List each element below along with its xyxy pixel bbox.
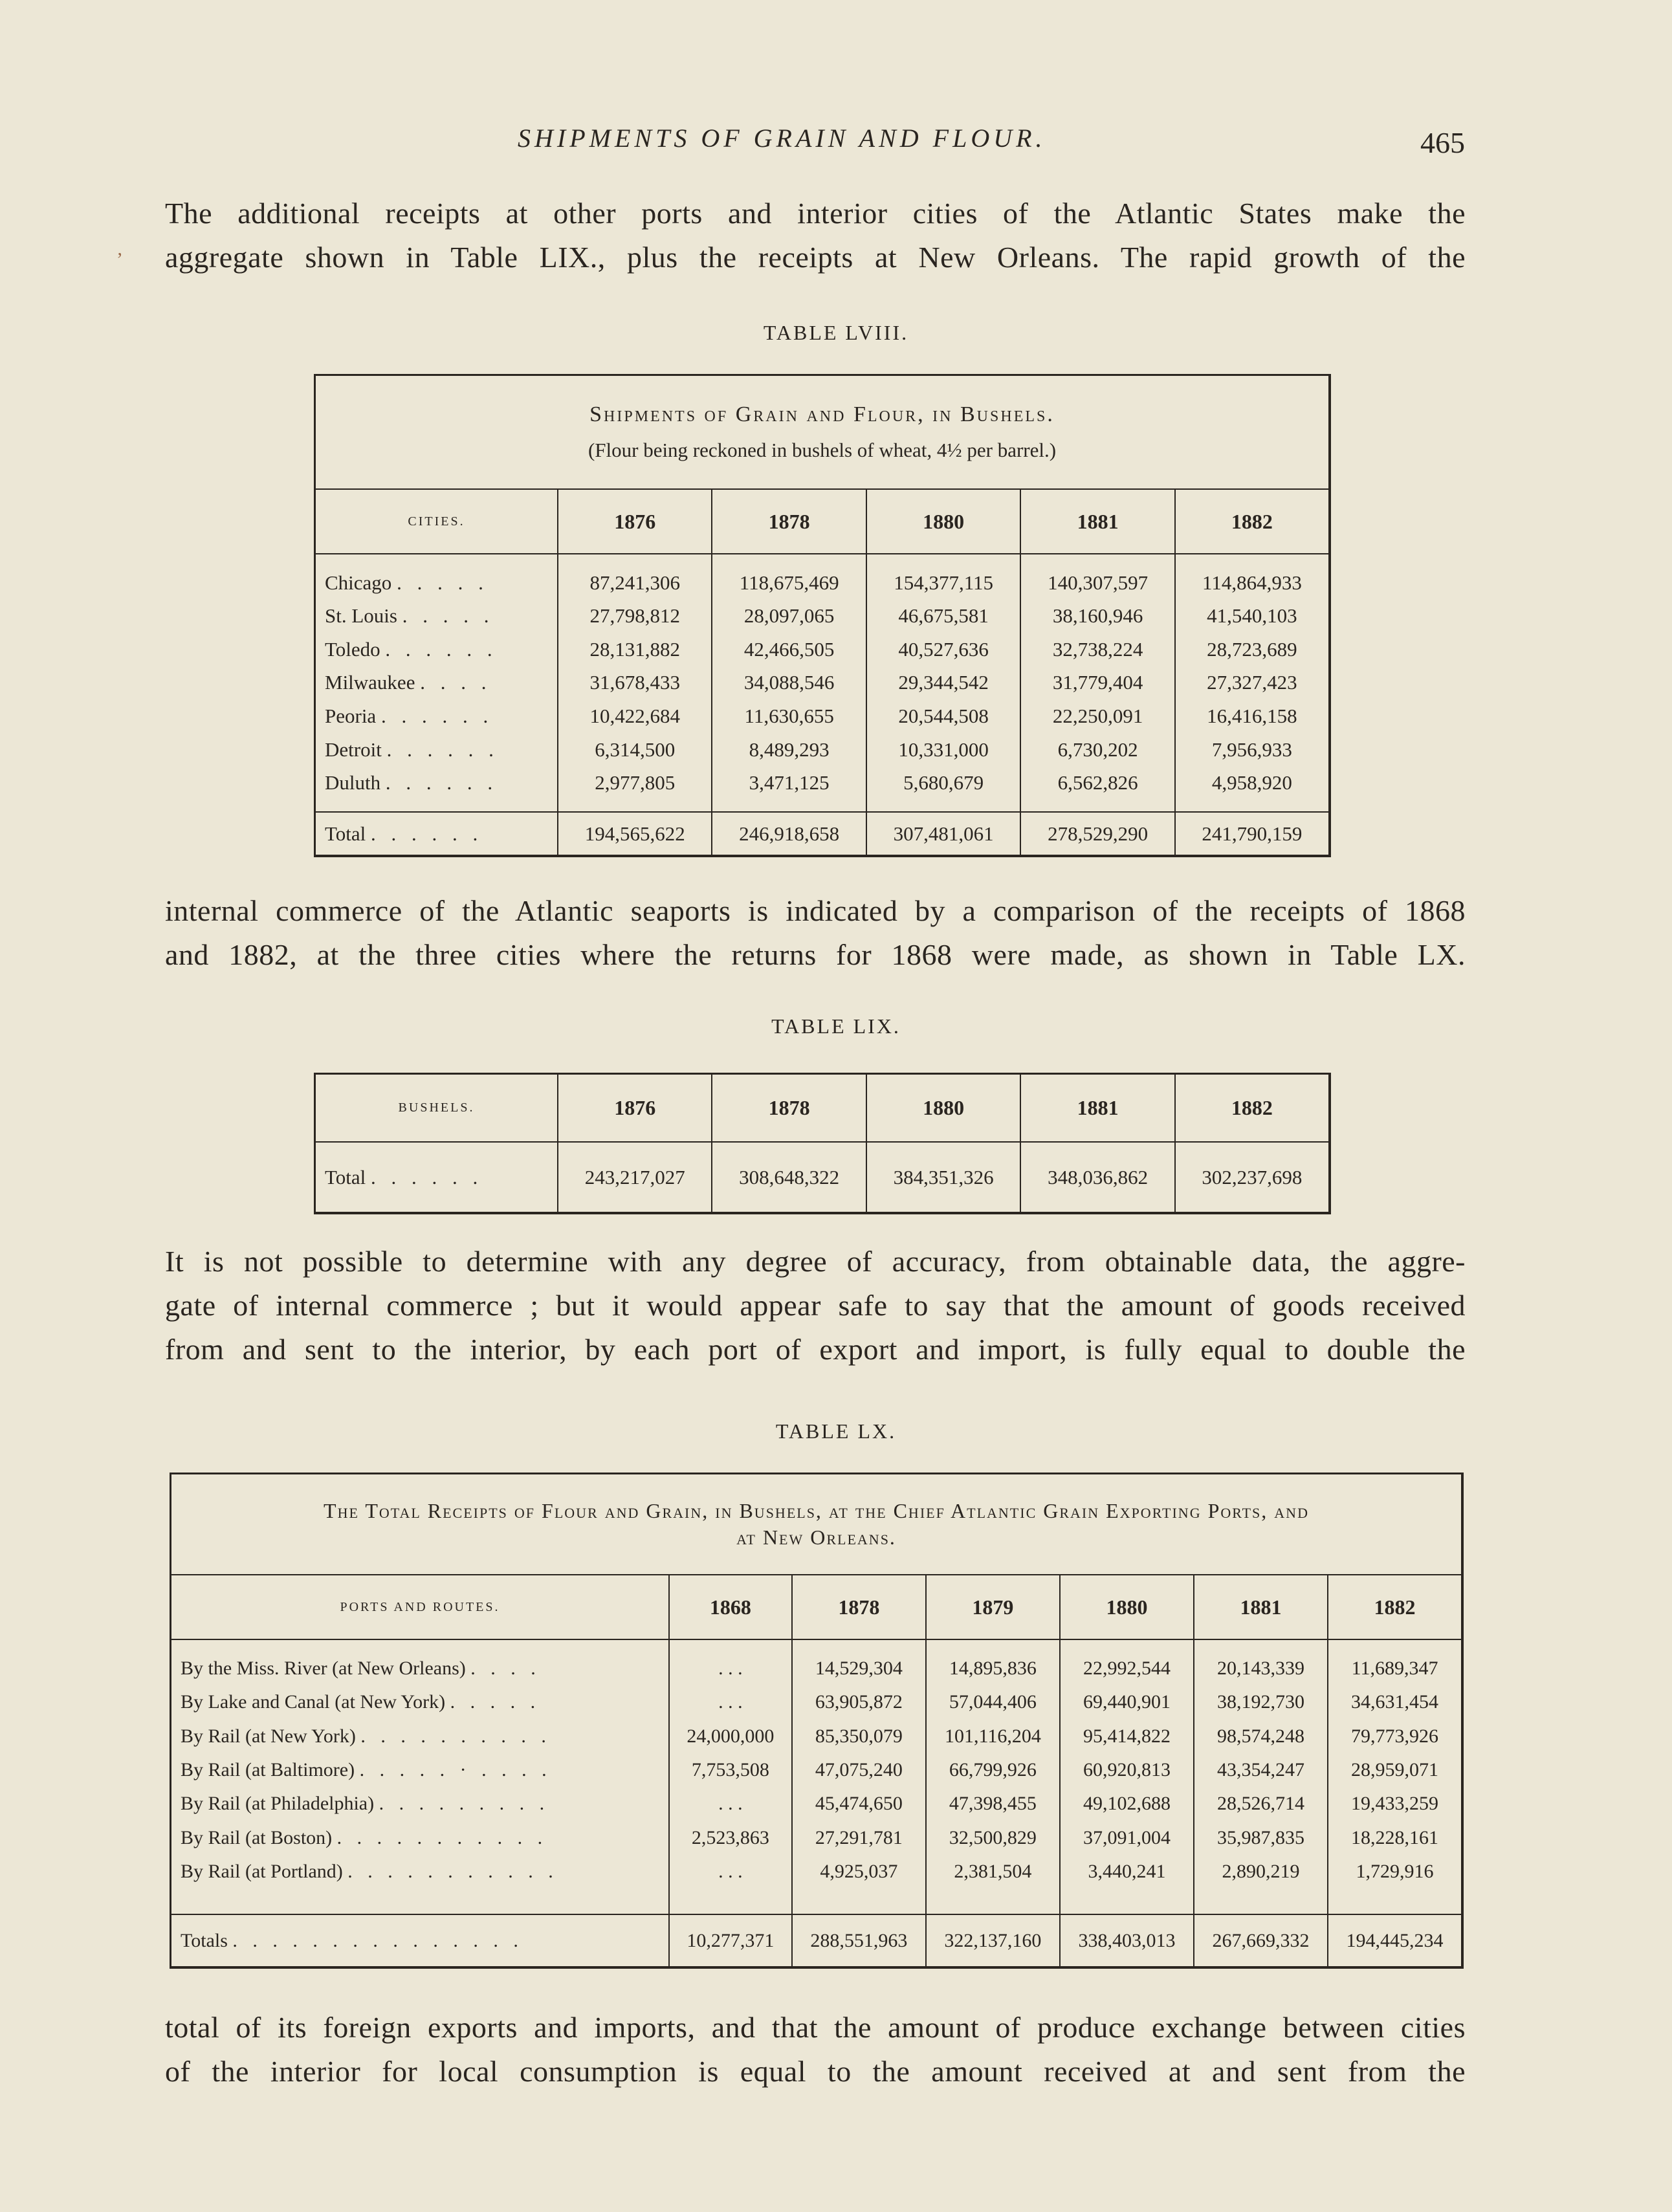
total-row xyxy=(316,812,1328,855)
table-row xyxy=(171,1821,1461,1854)
table-cell: 69,440,901 xyxy=(1060,1685,1194,1719)
table-cell: 22,250,091 xyxy=(1020,699,1174,733)
table-cell: 6,314,500 xyxy=(558,733,712,767)
table-cell: 85,350,079 xyxy=(792,1720,926,1753)
leader-dots: . . . . . · . . . . xyxy=(359,1758,552,1780)
table-row xyxy=(171,1787,1461,1821)
leader-dots: . . . . . . xyxy=(385,637,498,661)
row-label: By Rail (at Philadelphia) xyxy=(181,1793,375,1815)
table-cell: 63,905,872 xyxy=(792,1685,926,1719)
table-row xyxy=(171,1720,1461,1753)
table-cell: 5,680,679 xyxy=(866,766,1020,800)
table-cell: 14,895,836 xyxy=(926,1652,1060,1685)
table-cell: 2,381,504 xyxy=(926,1855,1060,1889)
table-59-label: TABLE LIX. xyxy=(771,1014,901,1038)
table-cell: 28,526,714 xyxy=(1194,1787,1328,1821)
table-cell: . . . xyxy=(669,1685,792,1719)
table-cell: 154,377,115 xyxy=(866,566,1020,600)
table-cell: 114,864,933 xyxy=(1175,566,1328,600)
column-header: 1882 xyxy=(1175,1075,1328,1142)
table-cell: 338,403,013 xyxy=(1060,1914,1194,1966)
table-cell: 98,574,248 xyxy=(1194,1720,1328,1753)
table-cell: 27,798,812 xyxy=(558,600,712,633)
paragraph-line: from and sent to the interior, by each port of export and import, is fully equal to double the xyxy=(165,1333,1466,1366)
paragraph-line: gate of internal commerce ; but it would appear safe to say that the amount of goods received xyxy=(165,1289,1466,1322)
leader-dots: . . . . . xyxy=(402,604,494,628)
table-cell: 28,131,882 xyxy=(558,633,712,666)
table-60-caption: The Total Receipts of Flour and Grain, in Bushels, at the Chief Atlantic Grain Exporting Ports, and xyxy=(324,1499,1309,1522)
table-row xyxy=(316,633,1328,666)
table-cell: 1,729,916 xyxy=(1328,1855,1461,1889)
table-cell: 7,753,508 xyxy=(669,1753,792,1787)
table-row xyxy=(316,666,1328,700)
table-cell: 24,000,000 xyxy=(669,1720,792,1753)
leader-dots: . . . . . . xyxy=(371,822,483,845)
table-cell: 308,648,322 xyxy=(712,1142,866,1212)
table-row xyxy=(316,766,1328,800)
table-cell: 243,217,027 xyxy=(558,1142,712,1212)
column-header: 1881 xyxy=(1020,1075,1174,1142)
table-cell: 46,675,581 xyxy=(866,600,1020,633)
table-cell: 57,044,406 xyxy=(926,1685,1060,1719)
table-cell: 31,779,404 xyxy=(1020,666,1174,700)
column-header: 1878 xyxy=(712,489,866,554)
table-cell: 4,958,920 xyxy=(1175,766,1328,800)
table-cell: 35,987,835 xyxy=(1194,1821,1328,1854)
row-label: Totals xyxy=(181,1929,228,1951)
row-label: By Rail (at Baltimore) xyxy=(181,1758,355,1780)
table-cell: 18,228,161 xyxy=(1328,1821,1461,1854)
row-label: Total xyxy=(325,1165,366,1188)
table-cell: 27,291,781 xyxy=(792,1821,926,1854)
table-58-caption-cell xyxy=(316,376,1328,489)
table-60-caption-cell xyxy=(171,1474,1461,1575)
column-header: 1879 xyxy=(926,1575,1060,1639)
column-header: 1881 xyxy=(1194,1575,1328,1639)
row-label: Peoria xyxy=(325,705,377,728)
table-cell: 79,773,926 xyxy=(1328,1720,1461,1753)
table-cell: 322,137,160 xyxy=(926,1914,1060,1966)
table-cell: 194,445,234 xyxy=(1328,1914,1461,1966)
table-cell: 37,091,004 xyxy=(1060,1821,1194,1854)
leader-dots: . . . . xyxy=(470,1658,541,1680)
table-cell: 10,277,371 xyxy=(669,1914,792,1966)
leader-dots: . . . . . . . . . . . xyxy=(347,1860,558,1882)
column-header: 1880 xyxy=(866,489,1020,554)
column-header: 1882 xyxy=(1175,489,1328,554)
table-59 xyxy=(314,1073,1331,1214)
table-cell: 267,669,332 xyxy=(1194,1914,1328,1966)
table-cell: 49,102,688 xyxy=(1060,1787,1194,1821)
leader-dots: . . . . . . . . . . . . . . . xyxy=(232,1929,523,1951)
paragraph-3 xyxy=(165,1240,1466,1372)
leader-dots: . . . . . xyxy=(450,1691,541,1713)
table-cell: 34,088,546 xyxy=(712,666,866,700)
column-header: CITIES. xyxy=(316,489,558,554)
table-cell: 60,920,813 xyxy=(1060,1753,1194,1787)
total-row xyxy=(171,1914,1461,1966)
table-cell: 6,562,826 xyxy=(1020,766,1174,800)
paragraph-line: of the interior for local consumption is equal to the amount received at and sent from the xyxy=(165,2055,1466,2088)
table-cell: 2,890,219 xyxy=(1194,1855,1328,1889)
paragraph-line: The additional receipts at other ports and interior cities of the Atlantic States make the xyxy=(165,197,1466,230)
row-label: St. Louis xyxy=(325,604,397,628)
table-cell: 28,723,689 xyxy=(1175,633,1328,666)
table-cell: 3,440,241 xyxy=(1060,1855,1194,1889)
paragraph-line: and 1882, at the three cities where the returns for 1868 were made, as shown in Table LX. xyxy=(165,938,1466,971)
column-header: 1878 xyxy=(792,1575,926,1639)
table-cell: . . . xyxy=(669,1855,792,1889)
table-cell: 28,959,071 xyxy=(1328,1753,1461,1787)
paragraph-line: internal commerce of the Atlantic seaports is indicated by a comparison of the receipts of 1868 xyxy=(165,894,1466,927)
table-row xyxy=(316,566,1328,600)
table-cell: 10,331,000 xyxy=(866,733,1020,767)
table-cell: 31,678,433 xyxy=(558,666,712,700)
leader-dots: . . . . . xyxy=(397,571,489,594)
table-cell: 38,160,946 xyxy=(1020,600,1174,633)
column-header: BUSHELS. xyxy=(316,1075,558,1142)
table-58-label: TABLE LVIII. xyxy=(763,321,909,344)
table-cell: 278,529,290 xyxy=(1020,812,1174,855)
row-label: By Rail (at Boston) xyxy=(181,1826,333,1848)
table-row xyxy=(171,1753,1461,1787)
leader-dots: . . . . xyxy=(420,671,492,694)
table-row xyxy=(171,1855,1461,1889)
column-header: 1880 xyxy=(1060,1575,1194,1639)
leader-dots: . . . . . . xyxy=(385,771,498,794)
leader-dots: . . . . . . . . . . xyxy=(360,1725,551,1747)
paragraph-4 xyxy=(165,2006,1466,2094)
table-cell: 241,790,159 xyxy=(1175,812,1328,855)
column-header: 1881 xyxy=(1020,489,1174,554)
table-60-label: TABLE LX. xyxy=(775,1419,897,1443)
table-58 xyxy=(314,374,1331,857)
table-60-caption-line2: at New Orleans. xyxy=(736,1526,896,1549)
table-cell: 87,241,306 xyxy=(558,566,712,600)
table-cell: 32,738,224 xyxy=(1020,633,1174,666)
row-label: Chicago xyxy=(325,571,392,594)
leader-dots: . . . . . . xyxy=(386,738,499,761)
table-cell: 6,730,202 xyxy=(1020,733,1174,767)
paragraph-1 xyxy=(165,192,1466,279)
table-cell: 43,354,247 xyxy=(1194,1753,1328,1787)
table-cell: 140,307,597 xyxy=(1020,566,1174,600)
leader-dots: . . . . . . xyxy=(371,1165,483,1188)
table-cell: 47,398,455 xyxy=(926,1787,1060,1821)
total-row xyxy=(316,1142,1328,1212)
table-cell: 20,143,339 xyxy=(1194,1652,1328,1685)
table-cell: . . . xyxy=(669,1787,792,1821)
table-58-subcaption: (Flour being reckoned in bushels of wheat, 4½ per barrel.) xyxy=(588,439,1057,461)
column-header: 1878 xyxy=(712,1075,866,1142)
table-cell: 194,565,622 xyxy=(558,812,712,855)
column-header: PORTS AND ROUTES. xyxy=(171,1575,669,1639)
table-cell: 29,344,542 xyxy=(866,666,1020,700)
table-cell: 95,414,822 xyxy=(1060,1720,1194,1753)
table-cell: 11,689,347 xyxy=(1328,1652,1461,1685)
table-cell: 20,544,508 xyxy=(866,699,1020,733)
table-row xyxy=(316,600,1328,633)
table-cell: 41,540,103 xyxy=(1175,600,1328,633)
table-cell: 27,327,423 xyxy=(1175,666,1328,700)
table-cell: . . . xyxy=(669,1652,792,1685)
row-label: Total xyxy=(325,822,366,845)
table-cell: 28,097,065 xyxy=(712,600,866,633)
table-cell: 66,799,926 xyxy=(926,1753,1060,1787)
table-row xyxy=(316,733,1328,767)
table-cell: 14,529,304 xyxy=(792,1652,926,1685)
column-header: 1868 xyxy=(669,1575,792,1639)
table-row xyxy=(316,699,1328,733)
table-cell: 42,466,505 xyxy=(712,633,866,666)
table-cell: 246,918,658 xyxy=(712,812,866,855)
paragraph-line: aggregate shown in Table LIX., plus the receipts at New Orleans. The rapid growth of the xyxy=(165,241,1466,274)
leader-dots: . . . . . . . . . xyxy=(379,1793,550,1815)
leader-dots: . . . . . . xyxy=(380,705,494,728)
row-label: By Lake and Canal (at New York) xyxy=(181,1691,446,1713)
table-cell: 302,237,698 xyxy=(1175,1142,1328,1212)
table-cell: 47,075,240 xyxy=(792,1753,926,1787)
column-header: 1882 xyxy=(1328,1575,1461,1639)
table-cell: 118,675,469 xyxy=(712,566,866,600)
table-cell: 22,992,544 xyxy=(1060,1652,1194,1685)
paragraph-line: total of its foreign exports and imports, and that the amount of produce exchange between cities xyxy=(165,2011,1466,2044)
table-cell: 32,500,829 xyxy=(926,1821,1060,1854)
row-label: By Rail (at Portland) xyxy=(181,1860,343,1882)
running-header xyxy=(0,123,1672,162)
margin-mark: ‚ xyxy=(116,238,123,259)
table-cell: 307,481,061 xyxy=(866,812,1020,855)
table-cell: 8,489,293 xyxy=(712,733,866,767)
table-cell: 384,351,326 xyxy=(866,1142,1020,1212)
table-row xyxy=(171,1685,1461,1719)
table-58-caption: Shipments of Grain and Flour, in Bushels. xyxy=(589,402,1055,426)
paragraph-line: It is not possible to determine with any degree of accuracy, from obtainable data, the aggre- xyxy=(165,1245,1466,1278)
table-cell: 38,192,730 xyxy=(1194,1685,1328,1719)
row-label: Detroit xyxy=(325,738,382,761)
column-header: 1876 xyxy=(558,1075,712,1142)
leader-dots: . . . . . . . . . . . xyxy=(336,1826,548,1848)
table-cell: 34,631,454 xyxy=(1328,1685,1461,1719)
table-cell: 7,956,933 xyxy=(1175,733,1328,767)
table-cell: 2,977,805 xyxy=(558,766,712,800)
table-cell: 10,422,684 xyxy=(558,699,712,733)
table-cell: 3,471,125 xyxy=(712,766,866,800)
table-cell: 348,036,862 xyxy=(1020,1142,1174,1212)
page-number: 465 xyxy=(1420,126,1465,159)
table-cell: 11,630,655 xyxy=(712,699,866,733)
table-cell: 4,925,037 xyxy=(792,1855,926,1889)
row-label: Toledo xyxy=(325,637,380,661)
table-row xyxy=(171,1652,1461,1685)
row-label: By the Miss. River (at New Orleans) xyxy=(181,1658,466,1680)
table-60 xyxy=(170,1473,1464,1969)
table-cell: 2,523,863 xyxy=(669,1821,792,1854)
table-cell: 16,416,158 xyxy=(1175,699,1328,733)
table-cell: 288,551,963 xyxy=(792,1914,926,1966)
table-cell: 45,474,650 xyxy=(792,1787,926,1821)
table-cell: 19,433,259 xyxy=(1328,1787,1461,1821)
column-header: 1876 xyxy=(558,489,712,554)
row-label: Milwaukee xyxy=(325,671,415,694)
row-label: By Rail (at New York) xyxy=(181,1725,356,1747)
column-header: 1880 xyxy=(866,1075,1020,1142)
table-cell: 101,116,204 xyxy=(926,1720,1060,1753)
running-title: SHIPMENTS OF GRAIN AND FLOUR. xyxy=(518,124,1046,153)
paragraph-2 xyxy=(165,889,1466,977)
row-label: Duluth xyxy=(325,771,381,794)
table-cell: 40,527,636 xyxy=(866,633,1020,666)
